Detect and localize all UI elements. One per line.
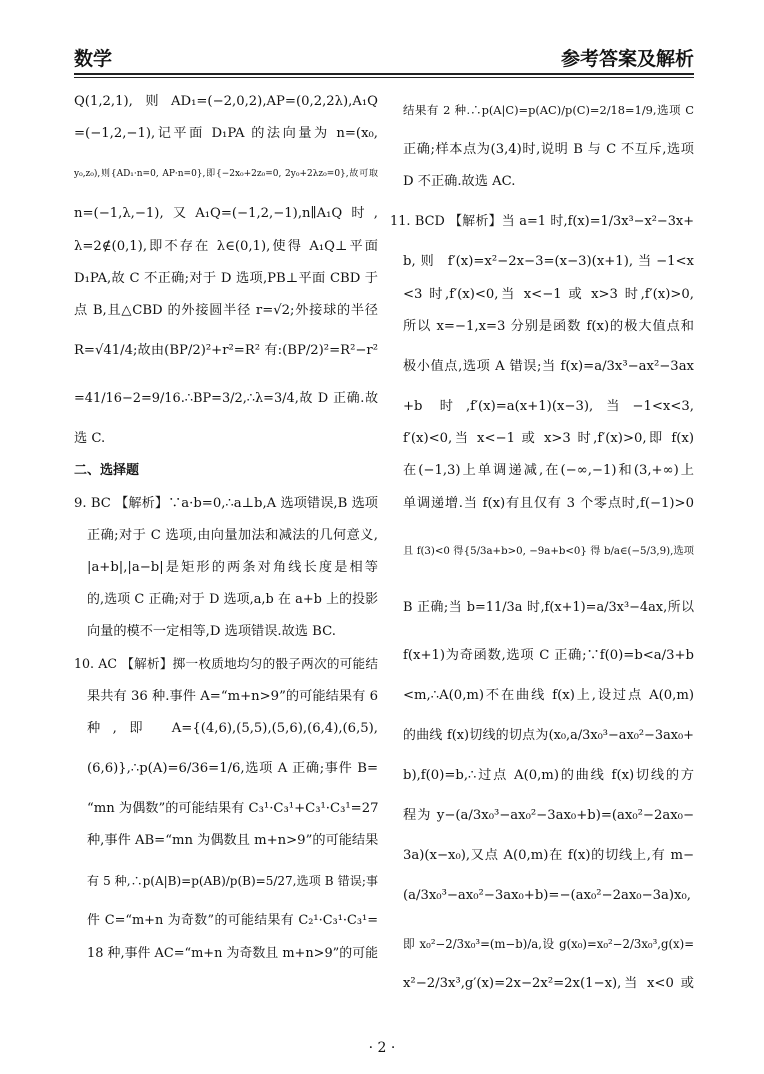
text-line: <m,∴A(0,m)不在曲线 f(x)上,设过点 A(0,m) <box>403 687 694 703</box>
text-line: 所以 x=−1,x=3 分别是函数 f(x)的极大值点和 <box>403 318 694 334</box>
text-line: 11. BCD 【解析】当 a=1 时,f(x)=1/3x³−x²−3x+ <box>390 214 694 230</box>
text-line: =41/16−2=9/16.∴BP=3/2,∴λ=3/4,故 D 正确.故 <box>74 391 378 407</box>
text-line: f(x+1)为奇函数,选项 C 正确;∵f(0)=b<a/3+b <box>403 647 694 663</box>
text-line: 选 C. <box>74 431 106 447</box>
text-line: 程为 y−(a/3x₀³−ax₀²−3ax₀+b)=(ax₀²−2ax₀− <box>403 808 694 824</box>
text-line: 18 种,事件 AC=“m+n 为奇数且 m+n>9”的可能 <box>87 945 378 961</box>
text-line: 在(−1,3)上单调递减,在(−∞,−1)和(3,+∞)上 <box>403 463 694 479</box>
text-line: 种,事件 AB=“mn 为偶数且 m+n>9”的可能结果 <box>87 833 378 849</box>
page-header <box>74 44 694 72</box>
text-line: 点 B,且△CBD 的外接圆半径 r=√2;外接球的半径 <box>74 302 378 318</box>
text-line: 向量的模不一定相等,D 选项错误.故选 BC. <box>87 624 336 640</box>
text-line: +b 时,f′(x)=a(x+1)(x−3),当−1<x<3, <box>403 398 694 414</box>
page-number: · 2 · <box>368 1040 396 1056</box>
text-line: B 正确;当 b=11/3a 时,f(x+1)=a/3x³−4ax,所以 <box>403 599 694 615</box>
text-line: R=√41/4;故由(BP/2)²+r²=R² 有:(BP/2)²=R²−r² <box>74 343 378 359</box>
text-line: 且 f(3)<0 得{5/3a+b>0, −9a+b<0} 得 b/a∈(−5/3,9),选项 <box>403 545 694 557</box>
text-line: b,则 f′(x)=x²−2x−3=(x−3)(x+1),当−1<x <box>403 254 694 270</box>
header-rule-thick <box>74 73 694 75</box>
text-line: b),f(0)=b,∴过点 A(0,m)的曲线 f(x)切线的方 <box>403 767 694 783</box>
subject-label: 数学 <box>74 48 113 70</box>
text-line: <3 时,f′(x)<0,当 x<−1 或 x>3 时,f′(x)>0, <box>403 286 694 302</box>
text-line: =(−1,2,−1),记平面 D₁PA 的法向量为 n=(x₀, <box>74 126 378 142</box>
text-line: λ=2∉(0,1),即不存在 λ∈(0,1),使得 A₁Q⊥平面 <box>74 238 378 254</box>
text-line: Q(1,2,1),则AD₁=(−2,0,2),AP=(0,2,2λ),A₁Q <box>74 94 378 109</box>
text-line: (a/3x₀³−ax₀²−3ax₀+b)=−(ax₀²−2ax₀−3a)x₀, <box>403 888 691 904</box>
text-line: y₀,z₀),则{AD₁·n=0, AP·n=0},即{−2x₀+2z₀=0, 2y₀+2λz₀=0},故可取 <box>74 169 378 180</box>
header-rule-thin <box>74 77 694 78</box>
text-line: 结果有 2 种.∴p(A|C)=p(AC)/p(C)=2/18=1/9,选项 C <box>403 103 694 117</box>
text-line: 极小值点,选项 A 错误;当 f(x)=a/3x³−ax²−3ax <box>403 358 694 374</box>
text-line: 件 C=“m+n 为奇数”的可能结果有 C₂¹·C₃¹·C₃¹= <box>87 913 378 929</box>
text-line: 正确;对于 C 选项,由向量加法和减法的几何意义, <box>87 527 378 543</box>
text-line: 种,即 A={(4,6),(5,5),(5,6),(6,4),(6,5), <box>87 720 378 736</box>
text-line: 正确;样本点为(3,4)时,说明 B 与 C 不互斥,选项 <box>403 142 694 157</box>
text-line: 单调递增.当 f(x)有且仅有 3 个零点时,f(−1)>0 <box>403 495 694 511</box>
right-column <box>390 86 694 1000</box>
header-title: 参考答案及解析 <box>560 48 694 70</box>
text-line: 有 5 种,∴p(A|B)=p(AB)/p(B)=5/27,选项 B 错误;事 <box>87 874 378 889</box>
text-line: D₁PA,故 C 不正确;对于 D 选项,PB⊥平面 CBD 于 <box>74 270 378 286</box>
text-line: 的,选项 C 正确;对于 D 选项,a,b 在 a+b 上的投影 <box>87 592 378 608</box>
left-column <box>74 86 378 970</box>
text-line: 即 x₀²−2/3x₀³=(m−b)/a,设 g(x₀)=x₀²−2/3x₀³,g(x)= <box>403 937 694 952</box>
text-line: n=(−1,λ,−1),又A₁Q=(−1,2,−1),n∥A₁Q时, <box>74 206 378 222</box>
text-line: 的曲线 f(x)切线的切点为(x₀,a/3x₀³−ax₀²−3ax₀+ <box>403 727 694 743</box>
text-line: 10. AC 【解析】掷一枚质地均匀的骰子两次的可能结 <box>74 656 378 672</box>
text-line: 果共有 36 种.事件 A=“m+n>9”的可能结果有 6 <box>87 688 378 704</box>
text-line: |a+b|,|a−b|是矩形的两条对角线长度是相等 <box>87 559 378 575</box>
text-line: 3a)(x−x₀),又点 A(0,m)在 f(x)的切线上,有 m− <box>403 848 694 864</box>
text-line: “mn 为偶数”的可能结果有 C₃¹·C₃¹+C₃¹·C₃¹=27 <box>87 801 378 816</box>
section-heading: 二、选择题 <box>74 463 140 479</box>
text-line: x²−2/3x³,g′(x)=2x−2x²=2x(1−x),当 x<0 或 <box>403 976 694 992</box>
text-line: 9. BC 【解析】∵a·b=0,∴a⊥b,A 选项错误,B 选项 <box>74 495 378 511</box>
text-line: f′(x)<0,当 x<−1 或 x>3 时,f′(x)>0,即 f(x) <box>403 431 694 447</box>
text-line: (6,6)},∴p(A)=6/36=1/6,选项 A 正确;事件 B= <box>87 761 378 776</box>
text-line: D 不正确.故选 AC. <box>403 174 516 190</box>
